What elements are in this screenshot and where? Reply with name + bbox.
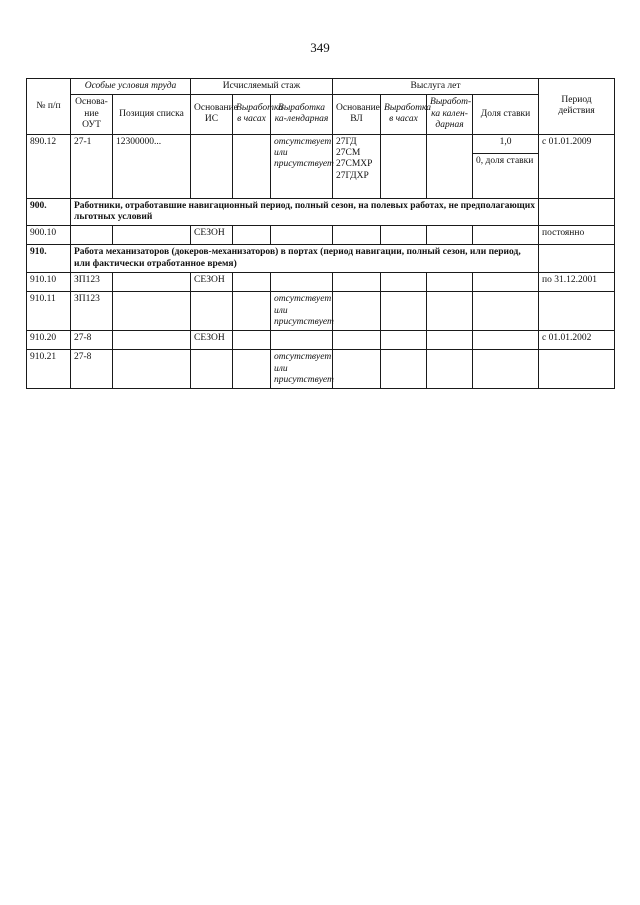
section-title: Работники, отработавшие навигационный период, полный сезон, на полевых работах, не предполагающих льготных условий [71, 198, 539, 226]
header-is-basis: Основание ИС [191, 95, 233, 134]
row-period: постоянно [539, 226, 615, 245]
row-vl-basis [333, 350, 381, 389]
row-vl-hours [381, 331, 427, 350]
row-vl-basis [333, 226, 381, 245]
row-num: 910.20 [27, 331, 71, 350]
row-rate-share [473, 226, 539, 245]
row-num: 910.10 [27, 273, 71, 292]
section-row [27, 198, 615, 226]
row-period: с 01.01.2002 [539, 331, 615, 350]
section-num: 900. [27, 198, 71, 226]
row-oyt: ЗП123 [71, 273, 113, 292]
row-vl-basis [333, 134, 381, 198]
row-period: по 31.12.2001 [539, 273, 615, 292]
row-vl-hours [381, 226, 427, 245]
header-vl-hours: Выработка в часах [381, 95, 427, 134]
section-num: 910. [27, 245, 71, 273]
table-row [27, 226, 615, 245]
row-num: 900.10 [27, 226, 71, 245]
header-calendar-work: Выработка ка-лендарная [271, 95, 333, 134]
row-rate-share [473, 331, 539, 350]
row-is-basis: СЕЗОН [191, 226, 233, 245]
row-vl-hours [381, 350, 427, 389]
row-calendar: отсутствует или присутствует [271, 134, 333, 198]
header-calc-experience: Исчисляемый стаж [191, 79, 333, 95]
row-vl-hours [381, 134, 427, 198]
row-vl-calendar [427, 273, 473, 292]
header-vl-basis: Основание ВЛ [333, 95, 381, 134]
row-list-position [113, 331, 191, 350]
row-hours [233, 226, 271, 245]
section-period [539, 245, 615, 273]
row-vl-basis [333, 331, 381, 350]
table-row [27, 292, 615, 331]
row-hours [233, 134, 271, 198]
row-oyt: 27-8 [71, 350, 113, 389]
section-period [539, 198, 615, 226]
row-vl-calendar [427, 292, 473, 331]
row-rate-share [473, 350, 539, 389]
row-is-basis [191, 350, 233, 389]
row-list-position: 12300000... [113, 134, 191, 198]
row-period: с 01.01.2009 [539, 134, 615, 198]
table-row [27, 134, 615, 153]
header-vl-calendar: Выработ-ка кален-дарная [427, 95, 473, 134]
row-calendar: отсутствует или присутствует [271, 292, 333, 331]
page-number: 349 [310, 40, 330, 55]
row-hours [233, 350, 271, 389]
row-rate-share-top: 1,0 [473, 134, 539, 153]
header-oyt-basis: Основа-ние ОУТ [71, 95, 113, 134]
row-num: 910.11 [27, 292, 71, 331]
row-num: 910.21 [27, 350, 71, 389]
row-vl-basis [333, 292, 381, 331]
row-vl-hours [381, 273, 427, 292]
row-oyt: 27-1 [71, 134, 113, 198]
row-list-position [113, 273, 191, 292]
row-calendar [271, 331, 333, 350]
header-num: № п/п [27, 79, 71, 135]
conditions-table [26, 78, 615, 389]
row-period [539, 350, 615, 389]
vl-basis-item: 27СМХР [336, 159, 373, 170]
row-is-basis: СЕЗОН [191, 331, 233, 350]
table-row [27, 350, 615, 389]
row-is-basis [191, 134, 233, 198]
row-is-basis: СЕЗОН [191, 273, 233, 292]
section-title: Работа механизаторов (докеров-механизаторов) в портах (период навигации, полный сезон, или период, или фактически отработанное время) [71, 245, 539, 273]
header-period: Период действия [539, 79, 615, 135]
section-row [27, 245, 615, 273]
row-hours [233, 273, 271, 292]
header-hours-work: Выработка в часах [233, 95, 271, 134]
row-rate-share-bottom: 0, доля ставки [473, 153, 539, 198]
row-hours [233, 331, 271, 350]
header-list-position: Позиция списка [113, 95, 191, 134]
header-row-2 [27, 95, 615, 134]
row-num: 890.12 [27, 134, 71, 198]
table-row [27, 331, 615, 350]
row-calendar [271, 273, 333, 292]
row-vl-calendar [427, 134, 473, 198]
table-row [27, 273, 615, 292]
row-vl-calendar [427, 350, 473, 389]
header-service-years: Выслуга лет [333, 79, 539, 95]
row-hours [233, 292, 271, 331]
row-vl-hours [381, 292, 427, 331]
vl-basis-item: 27ГДХР [336, 170, 369, 181]
header-special-conditions: Особые условия труда [71, 79, 191, 95]
row-rate-share [473, 292, 539, 331]
row-vl-calendar [427, 331, 473, 350]
row-vl-calendar [427, 226, 473, 245]
row-oyt: 27-8 [71, 331, 113, 350]
header-rate-share: Доля ставки [473, 95, 539, 134]
header-row-1 [27, 79, 615, 95]
vl-basis-item: 27СМ [336, 147, 361, 158]
row-period [539, 292, 615, 331]
row-list-position [113, 226, 191, 245]
row-calendar: отсутствует или присутствует [271, 350, 333, 389]
row-vl-basis [333, 273, 381, 292]
row-oyt: ЗП123 [71, 292, 113, 331]
row-is-basis [191, 292, 233, 331]
vl-basis-item: 27ГД [336, 136, 357, 147]
row-list-position [113, 292, 191, 331]
row-calendar [271, 226, 333, 245]
row-rate-share [473, 273, 539, 292]
row-oyt [71, 226, 113, 245]
row-list-position [113, 350, 191, 389]
